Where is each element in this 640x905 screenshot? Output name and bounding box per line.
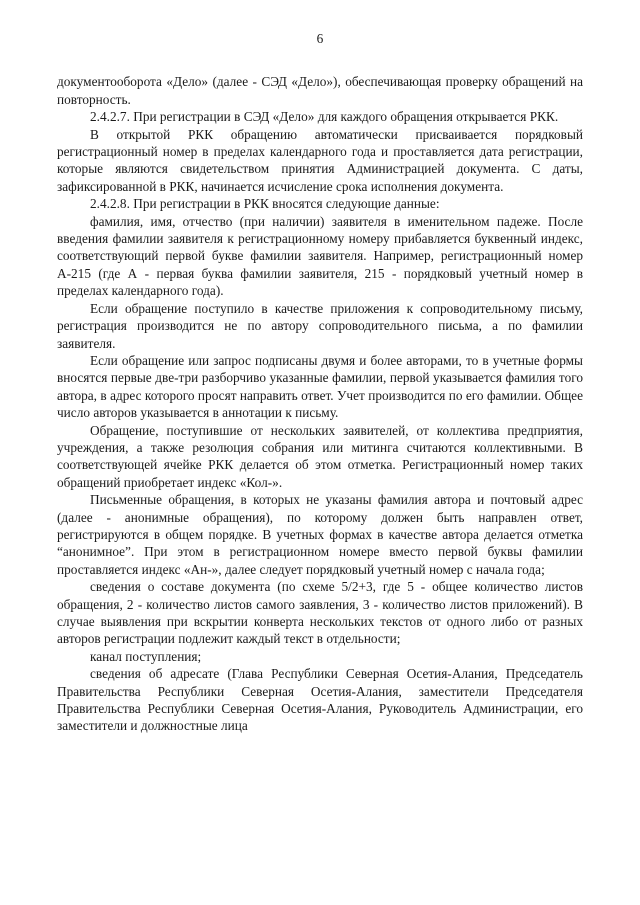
paragraph-continuation: документооборота «Дело» (далее - СЭД «Дело»), обеспечивающая проверку обращений на повторность. bbox=[57, 74, 583, 107]
paragraph-channel: канал поступления; bbox=[90, 648, 202, 664]
page-number: 6 bbox=[316, 31, 324, 46]
paragraph-multiple-authors: Если обращение или запрос подписаны двумя и более авторами, то в учетные формы вносятся первые две-три разборчиво указанные фамилии, первой указывается фамилия того автора, в адрес которого просят направить ответ. Учет производится по его фамилии. Общее число авторов указывается в аннотации к письму. bbox=[57, 352, 583, 421]
paragraph-collective: Обращение, поступившие от нескольких заявителей, от коллектива предприятия, учреждения, а также резолюция собрания или митинга считаются коллективными. В соответствующей ячейке РКК делается об этом отметка. Регистрационный номер таких обращений приобретает индекс «Кол-». bbox=[57, 422, 583, 490]
paragraph-anonymous: Письменные обращения, в которых не указаны фамилия автора и почтовый адрес (далее - анонимные обращения), по которому должен быть направлен ответ, регистрируются в общем порядке. В учетных формах в качестве автора делается отметка “анонимное”. При этом в регистрационном номере вместо первой буквы фамилии проставляется индекс «Ан-», далее следует порядковый учетный номер с начала года; bbox=[57, 492, 583, 577]
paragraph-2-4-2-7: 2.4.2.7. При регистрации в СЭД «Дело» для каждого обращения открывается РКК. bbox=[90, 109, 559, 125]
paragraph-document-composition: сведения о составе документа (по схеме 5/2+3, где 5 - общее количество листов обращения, 2 - количество листов самого заявления, 3 - количество листов приложений). В случае выявления при вскрытии конверта нескольких текстов от одного либо от разных авторов регистрации подлежит каждый текст в отдельности; bbox=[57, 579, 583, 647]
paragraph-addressee: сведения об адресате (Глава Республики Северная Осетия-Алания, Председатель Правительства Республики Северная Осетия-Алания, заместители Председателя Правительства Республики Северная Осетия-Алания, Руководитель Администрации, его заместители и должностные лица bbox=[57, 666, 583, 734]
document-page bbox=[57, 30, 583, 735]
paragraph-rkk-number: В открытой РКК обращению автоматически присваивается порядковый регистрационный номер в пределах календарного года и проставляется дата регистрации, которые являются свидетельством принятия Администрацией документа. С даты, зафиксированной в РКК, начинается исчисление срока исполнения документа. bbox=[57, 126, 583, 194]
paragraph-attachment: Если обращение поступило в качестве приложения к сопроводительному письму, регистрация производится не по автору сопроводительного письма, а по фамилии заявителя. bbox=[57, 300, 583, 351]
paragraph-2-4-2-8: 2.4.2.8. При регистрации в РКК вносятся следующие данные: bbox=[90, 196, 440, 212]
paragraph-applicant-name: фамилия, имя, отчество (при наличии) заявителя в именительном падеже. После введения фамилии заявителя к регистрационному номеру прибавляется буквенный индекс, соответствующий первой букве фамилии заявителя. Например, регистрационный номер А-215 (где А - первая буква фамилии заявителя, 215 - порядковый учетный номер в пределах календарного года). bbox=[57, 213, 583, 299]
